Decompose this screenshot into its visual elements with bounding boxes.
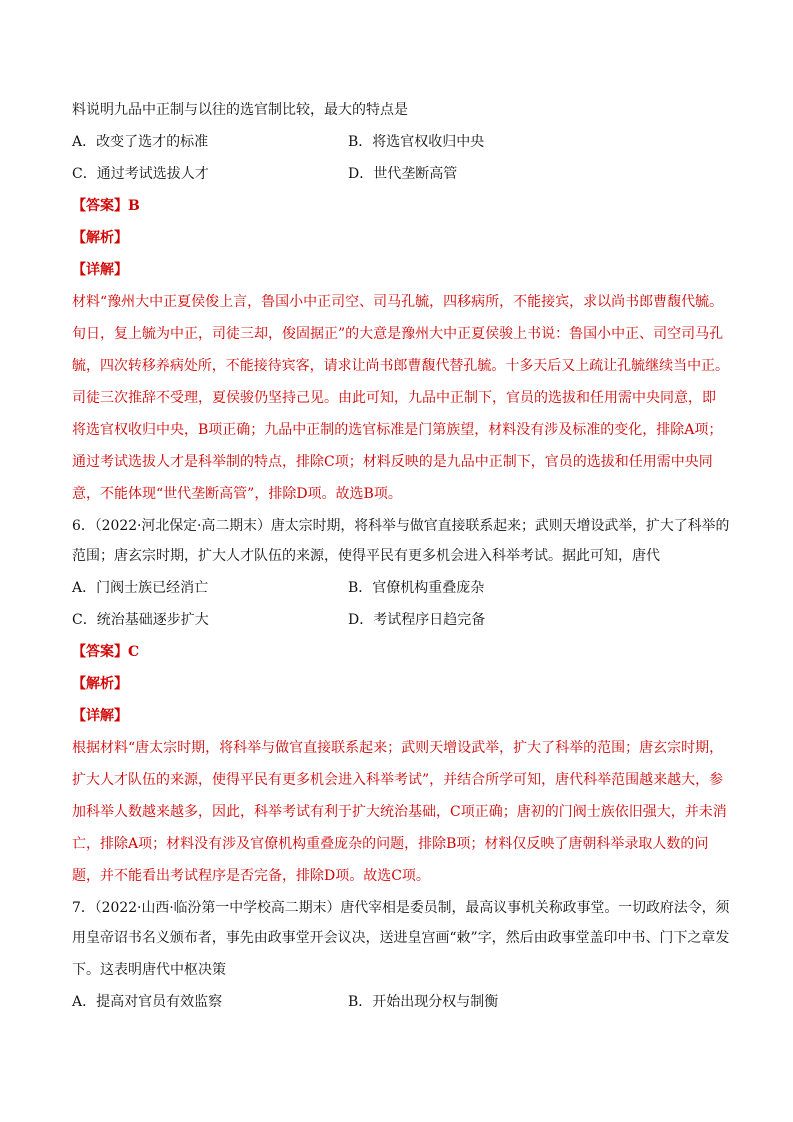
q6-explain-line: 加科举人数越来越多，因此，科举考试有利于扩大统治基础，C项正确；唐初的门阀士族依旧强大，并未消: [72, 804, 727, 820]
q6-option-a: A．门阀士族已经消亡: [72, 580, 209, 596]
q5-explain-line: 旬日，复上毓为中正，司徒三却，俊固据正”的大意是豫州大中正夏侯骏上书说：鲁国小中正、司空司马孔: [72, 326, 724, 342]
q6-detail-label: 【详解】: [72, 708, 128, 724]
q5-explain-line: 通过考试选拔人才是科举制的特点，排除C项；材料反映的是九品中正制下，官员的选拔和任用需中央同: [72, 454, 713, 470]
q6-explain-line: 题，并不能看出考试程序是否完备，排除D项。故选C项。: [72, 868, 430, 884]
q7-stem-line: 用皇帝诏书名义颁布者，事先由政事堂开会议决，送进皇宫画“敕”字，然后由政事堂盖印中书、门下之章发: [72, 930, 730, 946]
q5-stem: 料说明九品中正制与以往的选官制比较，最大的特点是: [72, 102, 408, 118]
q5-analysis-label: 【解析】: [72, 230, 128, 246]
q6-stem-line: 范围；唐玄宗时期，扩大人才队伍的来源，使得平民有更多机会进入科举考试。据此可知，唐代: [72, 548, 660, 564]
q5-explain-line: 司徒三次推辞不受理，夏侯骏仍坚持己见。由此可知，九品中正制下，官员的选拔和任用需中央同意，即: [72, 390, 716, 406]
q7-option-a: A．提高对官员有效监察: [72, 994, 223, 1010]
q5-option-a: A．改变了选才的标准: [72, 134, 209, 150]
q6-option-c: C．统治基础逐步扩大: [72, 612, 209, 628]
q7-option-b: B．开始出现分权与制衡: [348, 994, 499, 1010]
q6-option-d: D．考试程序日趋完备: [348, 612, 486, 628]
q5-detail-label: 【详解】: [72, 262, 128, 278]
q6-explain-line: 亡，排除A项；材料没有涉及官僚机构重叠庞杂的问题，排除B项；材料仅反映了唐朝科举录取人数的问: [72, 836, 709, 852]
q6-explain-line: 扩大人才队伍的来源，使得平民有更多机会进入科举考试”，并结合所学可知，唐代科举范围越来越大，参: [72, 772, 724, 788]
q6-option-b: B．官僚机构重叠庞杂: [348, 580, 485, 596]
q6-explain-line: 根据材料“唐太宗时期，将科举与做官直接联系起来；武则天增设武举，扩大了科举的范围；唐玄宗时期，: [72, 740, 724, 756]
q6-analysis-label: 【解析】: [72, 676, 128, 692]
q7-stem-line: 7．（2022·山西·临汾第一中学校高二期末）唐代宰相是委员制，最高议事机关称政事堂。一切政府法令，须: [72, 900, 730, 916]
q5-option-d: D．世代垄断高管: [348, 166, 458, 182]
q5-explain-line: 意，不能体现“世代垄断高管”，排除D项。故选B项。: [72, 486, 402, 502]
q5-option-c: C．通过考试选拔人才: [72, 166, 209, 182]
q5-explain-line: 毓，四次转移养病处所，不能接待宾客，请求让尚书郎曹馥代替孔毓。十多天后又上疏让孔毓继续当中正。: [72, 358, 730, 374]
q5-option-b: B．将选官权收归中央: [348, 134, 485, 150]
q5-explain-line: 将选官权收归中央，B项正确；九品中正制的选官标准是门第族望，材料没有涉及标准的变化，排除A项；: [72, 422, 723, 438]
q6-stem-line: 6．（2022·河北保定·高二期末）唐太宗时期，将科举与做官直接联系起来；武则天增设武举，扩大了科举的: [72, 518, 730, 534]
q5-answer: 【答案】B: [72, 198, 140, 214]
q5-explain-line: 材料“豫州大中正夏侯俊上言，鲁国小中正司空、司马孔毓，四移病所，不能接宾，求以尚书郎曹馥代毓。: [72, 294, 724, 310]
q7-stem-line: 下。这表明唐代中枢决策: [72, 962, 226, 978]
q6-answer: 【答案】C: [72, 644, 140, 660]
